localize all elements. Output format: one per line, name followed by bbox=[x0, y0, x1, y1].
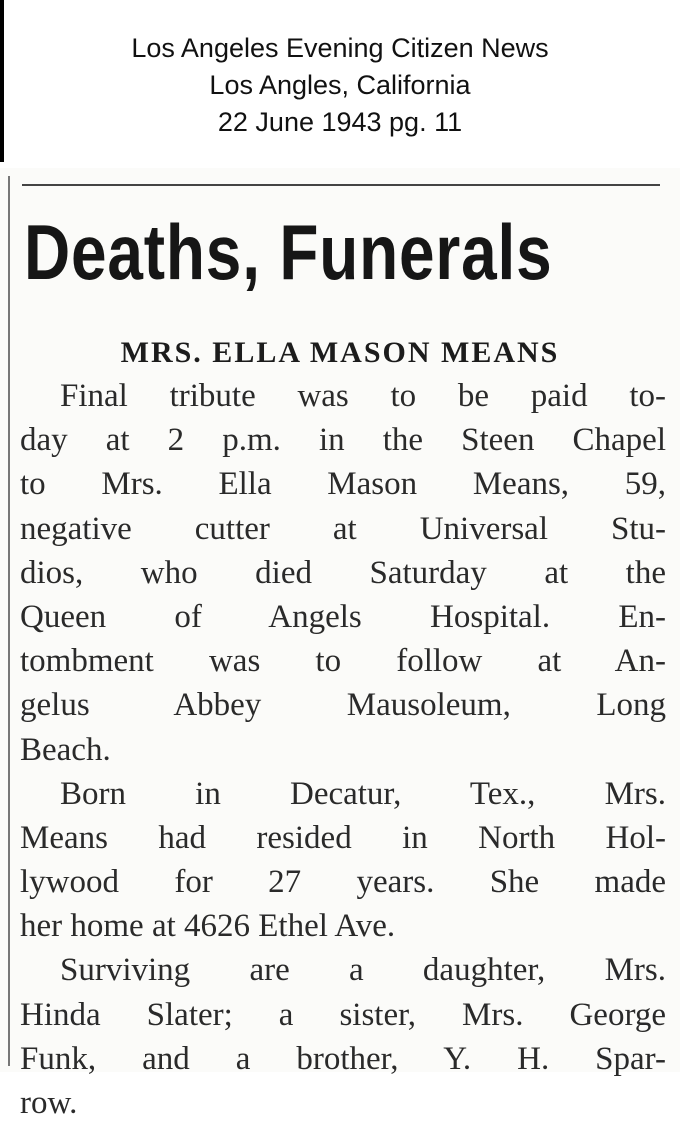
body-line: Queen of Angels Hospital. En- bbox=[20, 598, 666, 635]
body-line: Born in Decatur, Tex., Mrs. bbox=[60, 775, 666, 812]
newspaper-clipping bbox=[0, 168, 680, 1121]
body-line: Funk, and a brother, Y. H. Spar- bbox=[20, 1040, 666, 1077]
body-line: gelus Abbey Mausoleum, Long bbox=[20, 687, 666, 724]
body-line: day at 2 p.m. in the Steen Chapel bbox=[20, 422, 666, 459]
body-line: Beach. bbox=[20, 731, 111, 768]
body-line: Hinda Slater; a sister, Mrs. George bbox=[20, 996, 666, 1033]
body-line: dios, who died Saturday at the bbox=[20, 554, 666, 591]
body-line: Means had resided in North Hol- bbox=[20, 819, 666, 856]
publication-name: Los Angeles Evening Citizen News bbox=[131, 33, 549, 63]
body-line: Final tribute was to be paid to- bbox=[60, 378, 666, 414]
body-line: negative cutter at Universal Stu- bbox=[20, 510, 666, 547]
body-line: to Mrs. Ella Mason Means, 59, bbox=[20, 466, 666, 503]
top-rule bbox=[22, 184, 660, 186]
body-line: tombment was to follow at An- bbox=[20, 643, 666, 680]
column-rule bbox=[8, 176, 10, 1066]
publication-location: Los Angles, California bbox=[209, 70, 471, 100]
obituary-name: MRS. ELLA MASON MEANS bbox=[120, 336, 560, 369]
source-caption bbox=[0, 30, 680, 141]
body-line: lywood for 27 years. She made bbox=[20, 864, 666, 901]
body-line: Surviving are a daughter, Mrs. bbox=[60, 952, 666, 989]
headline: Deaths, Funerals bbox=[24, 208, 553, 296]
body-line: her home at 4626 Ethel Ave. bbox=[20, 908, 396, 945]
obituary-body bbox=[20, 374, 666, 1125]
body-line: row. bbox=[20, 1085, 78, 1121]
publication-date: 22 June 1943 pg. 11 bbox=[217, 107, 463, 137]
